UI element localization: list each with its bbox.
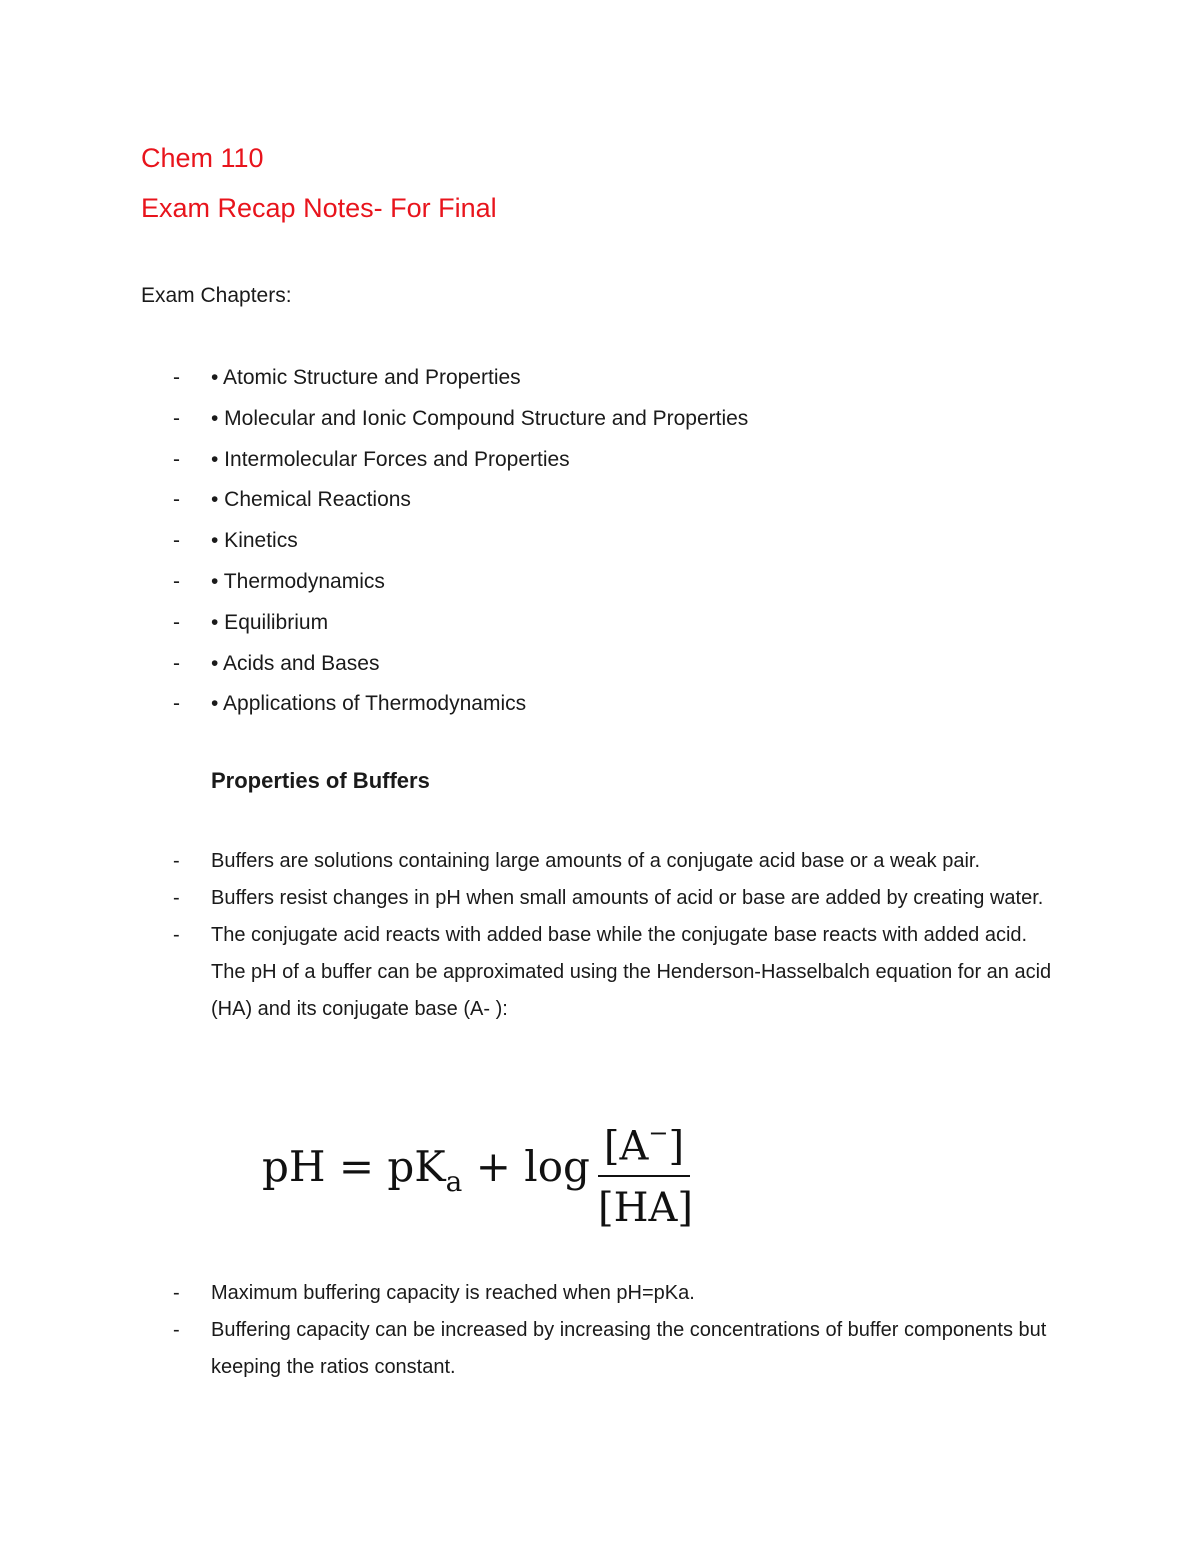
buffer-point: The conjugate acid reacts with added base while the conjugate base reacts with added acid. The pH of a buffer can be approximated using the Henderson-Hasselbalch equation for an acid (HA) and its conjugate base (A- ): (211, 924, 1052, 1020)
equation-subscript: a (445, 1165, 463, 1198)
equation-numerator: [A−] (603, 1119, 685, 1170)
list-item (0, 1312, 1061, 1386)
list-dash: - (173, 488, 180, 512)
list-dash: - (173, 610, 180, 634)
chapter-item: • Equilibrium (211, 610, 329, 634)
buffer-point: Maximum buffering capacity is reached when pH=pKa. (211, 1282, 695, 1304)
equation-operator: + log (475, 1142, 590, 1191)
chapter-item: • Applications of Thermodynamics (211, 692, 527, 716)
list-item (0, 843, 1061, 880)
chapter-item: • Chemical Reactions (211, 488, 411, 512)
list-dash: - (173, 850, 180, 872)
list-dash: - (173, 569, 180, 593)
chapter-item: • Acids and Bases (211, 651, 380, 675)
equation-ph-pk: pH = pK (262, 1142, 446, 1191)
list-dash: - (173, 447, 180, 471)
equation-lhs (262, 1142, 590, 1198)
list-item (0, 880, 1061, 917)
list-dash: - (173, 692, 180, 716)
chapter-item: • Kinetics (211, 529, 298, 553)
equation-fraction (598, 1112, 693, 1233)
chapter-item: • Intermolecular Forces and Properties (211, 447, 570, 471)
list-dash: - (173, 924, 180, 946)
chapter-item: • Atomic Structure and Properties (211, 366, 521, 389)
chapter-item: • Molecular and Ionic Compound Structure and Properties (211, 406, 749, 430)
document-subtitle: Exam Recap Notes- For Final (141, 193, 497, 223)
chapter-item: • Thermodynamics (211, 569, 385, 593)
henderson-hasselbalch-equation (262, 1112, 702, 1232)
section-heading: Properties of Buffers (211, 768, 430, 793)
buffer-points-list (0, 843, 1061, 1028)
list-dash: - (173, 529, 180, 553)
list-dash: - (173, 1319, 180, 1341)
list-dash: - (173, 366, 180, 389)
buffer-point: Buffers are solutions containing large amounts of a conjugate acid base or a weak pair. (211, 850, 980, 872)
list-item (0, 917, 1061, 1028)
equation-denominator: [HA] (598, 1185, 693, 1232)
list-dash: - (173, 406, 180, 430)
buffer-point: Buffering capacity can be increased by increasing the concentrations of buffer components but keeping the ratios constant. (211, 1319, 1047, 1378)
fraction-bar (598, 1175, 690, 1177)
buffer-capacity-list (0, 1275, 1061, 1386)
buffer-point: Buffers resist changes in pH when small amounts of acid or base are added by creating water. (211, 887, 1044, 909)
list-dash: - (173, 887, 180, 909)
list-item (0, 1275, 1061, 1312)
chapters-label: Exam Chapters: (141, 284, 292, 307)
list-dash: - (173, 651, 180, 675)
list-dash: - (173, 1282, 180, 1304)
document-title: Chem 110 (141, 143, 264, 173)
